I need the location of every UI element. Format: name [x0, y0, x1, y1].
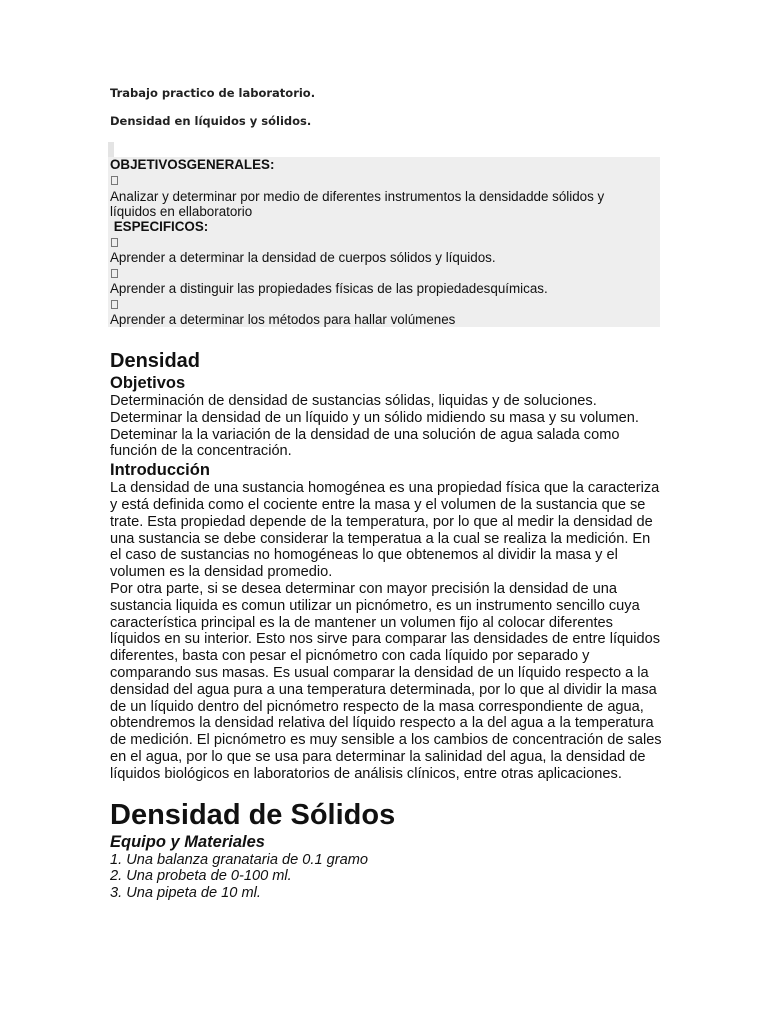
box-marker	[108, 142, 114, 157]
bullet-icon	[111, 269, 118, 278]
specific-objective-item: Aprender a determinar la densidad de cuerpos sólidos y líquidos.	[110, 250, 496, 265]
specific-objective-item: Aprender a distinguir las propiedades físicas de las propiedadesquímicas.	[110, 281, 548, 296]
general-objectives-heading: OBJETIVOSGENERALES:	[110, 157, 275, 172]
bullet-icon	[111, 238, 118, 247]
bullet-icon	[111, 176, 118, 185]
equipment-item: 2. Una probeta de 0-100 ml.	[110, 868, 292, 885]
general-objective-text: Analizar y determinar por medio de diferentes instrumentos la densidadde sólidos y	[110, 189, 605, 204]
general-objective-text-cont: líquidos en ellaboratorio	[110, 204, 253, 219]
objetivo-item: Deteminar la la variación de la densidad de una solución de agua salada como función de la concentración.	[110, 426, 620, 460]
bullet-icon	[111, 300, 118, 309]
specific-objective-item: Aprender a determinar los métodos para hallar volúmenes	[110, 312, 456, 327]
introduccion-heading: Introducción	[110, 461, 210, 480]
objetivo-item: Determinar la densidad de un líquido y un sólido midiendo su masa y su volumen.	[110, 409, 639, 426]
section-heading-densidad: Densidad	[110, 350, 201, 372]
main-content	[110, 348, 662, 902]
objetivos-heading: Objetivos	[110, 374, 186, 392]
objectives-box	[108, 157, 660, 327]
intro-paragraph: Por otra parte, si se desea determinar con mayor precisión la densidad de una sustancia liquida es comun utilizar un picnómetro, es un instrumento sencillo cuya característica principal es la de mantener un volumen fijo al colocar diferentes líquidos en su interior. Esto nos sirve para comparar las densidades de entre líquidos diferentes, basta con pesar el picnómetro con cada líquido por separado y comparando sus masas. Es usual comparar la densidad de un líquido respecto a la densidad del agua pura a una temperatura determinada, por lo que al dividir la masa de un líquido dentro del picnómetro respecto de la masa correspondiente de agua, obtendremos la densidad relativa del líquido respecto a la del agua a la temperatura de medición. El picnómetro es muy sensible a los cambios de concentración de sales en el agua, por lo que se usa para determinar la salinidad del agua, la densidad de líquidos biológicos en laboratorios de análisis clínicos, entre otras aplicaciones.	[110, 580, 662, 782]
equipment-item: 3. Una pipeta de 10 ml.	[110, 885, 261, 902]
document-title: Trabajo practico de laboratorio.	[110, 86, 316, 100]
equipment-item: 1. Una balanza granataria de 0.1 gramo	[110, 851, 368, 868]
section-heading-solidos: Densidad de Sólidos	[110, 798, 396, 831]
specific-objectives-heading: ESPECIFICOS:	[110, 219, 209, 234]
equipment-heading: Equipo y Materiales	[110, 832, 265, 851]
objetivo-item: Determinación de densidad de sustancias sólidas, liquidas y de soluciones.	[110, 393, 597, 409]
document-subtitle: Densidad en líquidos y sólidos.	[110, 114, 312, 128]
intro-paragraph: La densidad de una sustancia homogénea es una propiedad física que la caracteriza y está definida como el cociente entre la masa y el volumen de la sustancia que se trate. Esta propiedad depende de la temperatura, por lo que al medir la densidad de una sustancia se debe considerar la temperatua a la cual se realiza la medición. En el caso de sustancias no homogéneas lo que obtenemos al dividir la masa y el volumen es la densidad promedio.	[110, 480, 660, 581]
